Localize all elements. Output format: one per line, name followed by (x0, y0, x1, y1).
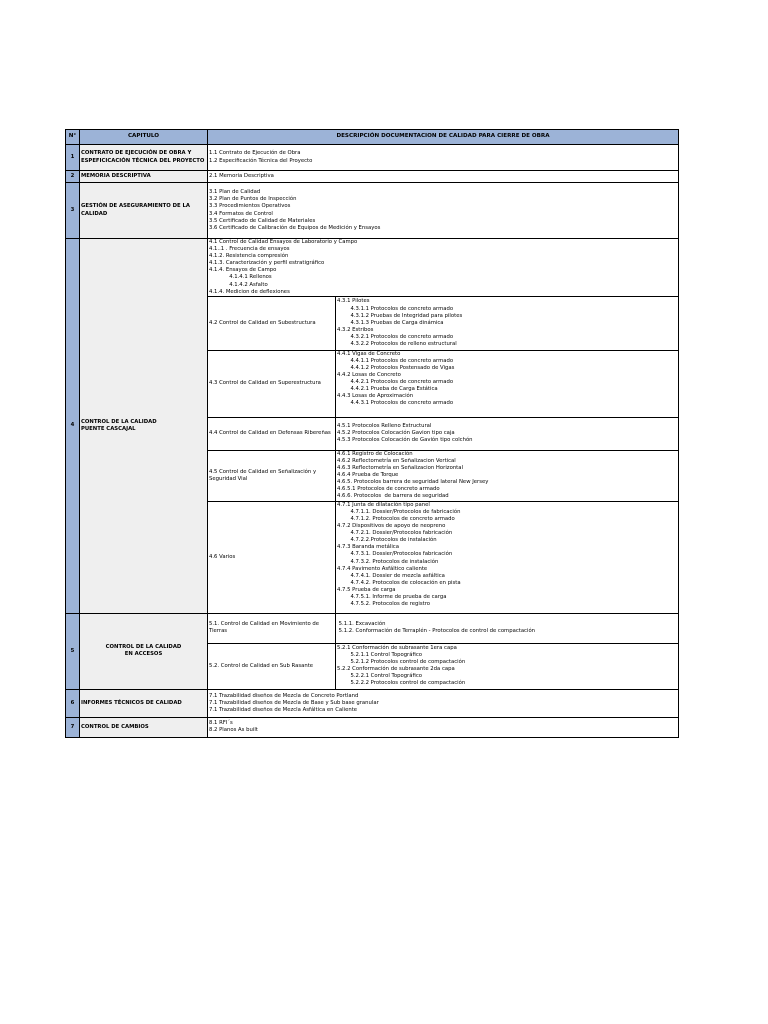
table-row (66, 183, 679, 239)
description-line: 4.6.1 Registro de Colocación (337, 450, 413, 457)
header-num: N° (66, 130, 80, 145)
subsection-label: 4.6 Varios (208, 501, 336, 613)
row-number: 1 (66, 145, 80, 171)
description-line: 5.2.2.2 Protocolos control de compactación (337, 680, 466, 687)
description-cell (208, 239, 679, 297)
row-number: 7 (66, 717, 80, 737)
description-line: 4.1.4.1 Rellenos (209, 274, 272, 281)
description-line: 3.1 Plan de Calidad (209, 189, 261, 196)
description-line: 4.3.1.2 Pruebas de Integridad para pilotes (337, 312, 463, 319)
subsection-label: 4.3 Control de Calidad en Superestructura (208, 350, 336, 417)
description-line: 4.4.3.1 Protocolos de concreto armado (337, 400, 454, 407)
description-line: 5.2.2 Conformación de subrasante 2da capa (337, 666, 455, 673)
subsection-detail (336, 501, 679, 613)
description-line: 4.7.1.2. Protocolos de concreto armado (337, 515, 455, 522)
description-line: 4.6.2 Reflectometría en Señalizacion Vertical (337, 458, 456, 465)
chapter-cell: CONTRATO DE EJECUCIÓN DE OBRA Y ESPEFICICACIÓN TÉCNICA DEL PROYECTO (80, 145, 208, 171)
description-line: 5.2.1.1 Control Topográfico (337, 652, 422, 659)
description-line: 8.1 RFI´s (209, 720, 233, 727)
description-line: 4.4.1 Vigas de Concreto (337, 350, 401, 357)
chapter-cell: MEMORIA DESCRIPTIVA (80, 171, 208, 183)
description-line: 4.4.1.1 Protocolos de concreto armado (337, 357, 454, 364)
table-row (66, 613, 679, 643)
description-line: 4.7.5.2. Protocolos de registro (337, 601, 430, 608)
chapter-cell: GESTIÓN DE ASEGURAMIENTO DE LA CALIDAD (80, 183, 208, 239)
description-line: 4.6.6. Protocolos de barrera de seguridad (337, 493, 449, 500)
description-cell (208, 171, 679, 183)
chapter-cell (80, 613, 208, 689)
description-line: 4.1.4. Medicion de deflexiones (209, 288, 290, 295)
description-line: 4.5.2 Protocolos Colocación Gavion tipo caja (337, 430, 455, 437)
description-line: 7.1 Trazabilidad diseños de Mezcla de Base y Sub base granular (209, 699, 379, 706)
description-line: 7.1 Trazabilidad diseños de Mezcla Asfáltica en Caliente (209, 706, 358, 713)
description-line: 4.3.2 Estribos (337, 326, 374, 333)
subsection-detail (336, 450, 679, 501)
description-line: 4.1.4. Ensayos de Campo (209, 267, 277, 274)
row-number: 2 (66, 171, 80, 183)
quality-documentation-table (65, 129, 679, 738)
description-line: 5.1.2. Conformación de Terraplén - Protocolos de control de compactación (337, 628, 536, 635)
subsection-detail (336, 296, 679, 350)
description-line: 4.7.1.1. Dossier/Protocolos de fabricación (337, 508, 461, 515)
header-description: DESCRIPCIÓN DOCUMENTACION DE CALIDAD PARA CIERRE DE OBRA (208, 130, 679, 145)
subsection-detail (336, 613, 679, 643)
description-line: 4.3.1.1 Protocolos de concreto armado (337, 305, 454, 312)
description-line: 4.1 Control de Calidad Ensayos de Laboratorio y Campo (209, 239, 358, 245)
description-line: 4.6.5. Protocolos barrera de seguridad lateral New Jersey (337, 479, 489, 486)
description-line: 4.7.4.1. Dossier de mezcla asfáltica (337, 572, 445, 579)
description-line: 4.3.1 Pilotes (337, 298, 370, 305)
description-line: 4.7.2.1. Dossier/Protocolos fabricación (337, 530, 453, 537)
description-line: 5.2.1.2 Protocolos control de compactación (337, 659, 466, 666)
subsection-label: 4.5 Control de Calidad en Señalización y Seguridad Vial (208, 450, 336, 501)
description-cell (208, 717, 679, 737)
description-line: 4.1..1 . Frecuencia de ensayos (209, 246, 290, 253)
description-line: 5.1.1. Excavación (337, 621, 386, 628)
subsection-detail (336, 350, 679, 417)
table-row (66, 239, 679, 297)
description-line: 4.4.2.1 Protocolos de concreto armado (337, 379, 454, 386)
subsection-label: 4.4 Control de Calidad en Defensas Ribereñas (208, 417, 336, 450)
description-line: 4.7.3 Baranda metálica (337, 544, 399, 551)
chapter-line: PUENTE CASCAJAL (81, 425, 136, 432)
description-line: 4.6.4 Prueba de Torque (337, 472, 399, 479)
description-line: 3.4 Formatos de Control (209, 210, 273, 217)
description-line: 4.1.4.2 Asfalto (209, 281, 268, 288)
description-line: 4.6.5.1 Protocolos de concreto armado (337, 486, 440, 493)
description-line: 4.4.3 Losas de Aproximación (337, 393, 414, 400)
row-number: 3 (66, 183, 80, 239)
description-line: 4.5.3 Protocolos Colocación de Gavión tipo colchón (337, 437, 473, 444)
description-line: 4.7.5.1. Informe de prueba de carga (337, 593, 447, 600)
description-cell (208, 145, 679, 171)
description-line: 7.1 Trazabilidad diseños de Mezcla de Concreto Portland (209, 692, 359, 699)
description-line: 3.5 Certificado de Calidad de Materiales (209, 217, 316, 224)
description-line: 3.2 Plan de Puntos de Inspección (209, 196, 297, 203)
table-row (66, 689, 679, 717)
description-line: 4.4.1.2 Protocolos Postensado de Vigas (337, 364, 455, 371)
description-line: 4.3.2.1 Protocolos de concreto armado (337, 333, 454, 340)
description-line: 4.3.1.3 Pruebas de Carga dinámica (337, 319, 444, 326)
chapter-line: EN ACCESOS (124, 651, 163, 658)
description-cell (208, 183, 679, 239)
chapter-cell (80, 239, 208, 614)
description-cell (208, 689, 679, 717)
table-header-row (66, 130, 679, 145)
description-line: 5.2.2.1 Control Topográfico (337, 673, 422, 680)
description-line: 4.7.2 Dispositivos de apoyo de neopreno (337, 523, 446, 530)
row-number: 4 (66, 239, 80, 614)
description-line: 4.6.3 Reflectometría en Señalizacion Horizontal (337, 465, 463, 472)
description-line: 5.2.1 Conformación de subrasante 1era capa (337, 644, 457, 651)
description-line: 4.7.3.1. Dossier/Protocolos fabricación (337, 551, 453, 558)
subsection-label: 5.1. Control de Calidad en Movimiento de Tierras (208, 613, 336, 643)
description-line: 4.5.1 Protocolos Relleno Estructural (337, 423, 432, 430)
description-line: 4.7.4 Pavimento Asfáltico caliente (337, 565, 428, 572)
table-row (66, 171, 679, 183)
description-line: 4.4.2 Losas de Concreto (337, 372, 401, 379)
chapter-cell: INFORMES TÉCNICOS DE CALIDAD (80, 689, 208, 717)
description-line: 2.1 Memoria Descriptiva (209, 172, 274, 179)
description-line: 4.4.2.1 Prueba de Carga Estática (337, 386, 438, 393)
description-line: 3.6 Certificado de Calibración de Equipos de Medición y Ensayos (209, 224, 381, 231)
row-number: 6 (66, 689, 80, 717)
chapter-cell: CONTROL DE CAMBIOS (80, 717, 208, 737)
description-line: 1.2 Especificación Técnica del Proyecto (209, 157, 313, 164)
chapter-line: CONTROL DE LA CALIDAD (81, 418, 157, 425)
description-line: 4.7.5 Prueba de carga (337, 586, 396, 593)
chapter-line: CONTROL DE LA CALIDAD (105, 644, 182, 651)
description-line: 4.3.2.2 Protocolos de relleno estructural (337, 340, 457, 347)
description-line: 4.1.2. Resistencia compresión (209, 253, 289, 260)
header-chapter: CAPITULO (80, 130, 208, 145)
description-line: 4.7.1 Junta de dilatación tipo panel (337, 501, 430, 508)
table-row (66, 717, 679, 737)
description-line: 8.2 Planos As built (209, 727, 258, 734)
subsection-detail (336, 643, 679, 689)
description-line: 1.1 Contrato de Ejecución de Obra (209, 150, 301, 157)
subsection-label: 5.2. Control de Calidad en Sub Rasante (208, 643, 336, 689)
description-line: 3.3 Procedimientos Operativos (209, 203, 291, 210)
row-number: 5 (66, 613, 80, 689)
subsection-label: 4.2 Control de Calidad en Subestructura (208, 296, 336, 350)
description-line: 4.7.4.2. Protocolos de colocación en pista (337, 579, 461, 586)
description-line: 4.1.3. Caracterización y perfil estratigráfico (209, 260, 325, 267)
subsection-detail (336, 417, 679, 450)
table-row (66, 145, 679, 171)
description-line: 4.7.3.2. Protocolos de instalación (337, 558, 439, 565)
description-line: 4.7.2.2.Protocolos de instalación (337, 537, 437, 544)
